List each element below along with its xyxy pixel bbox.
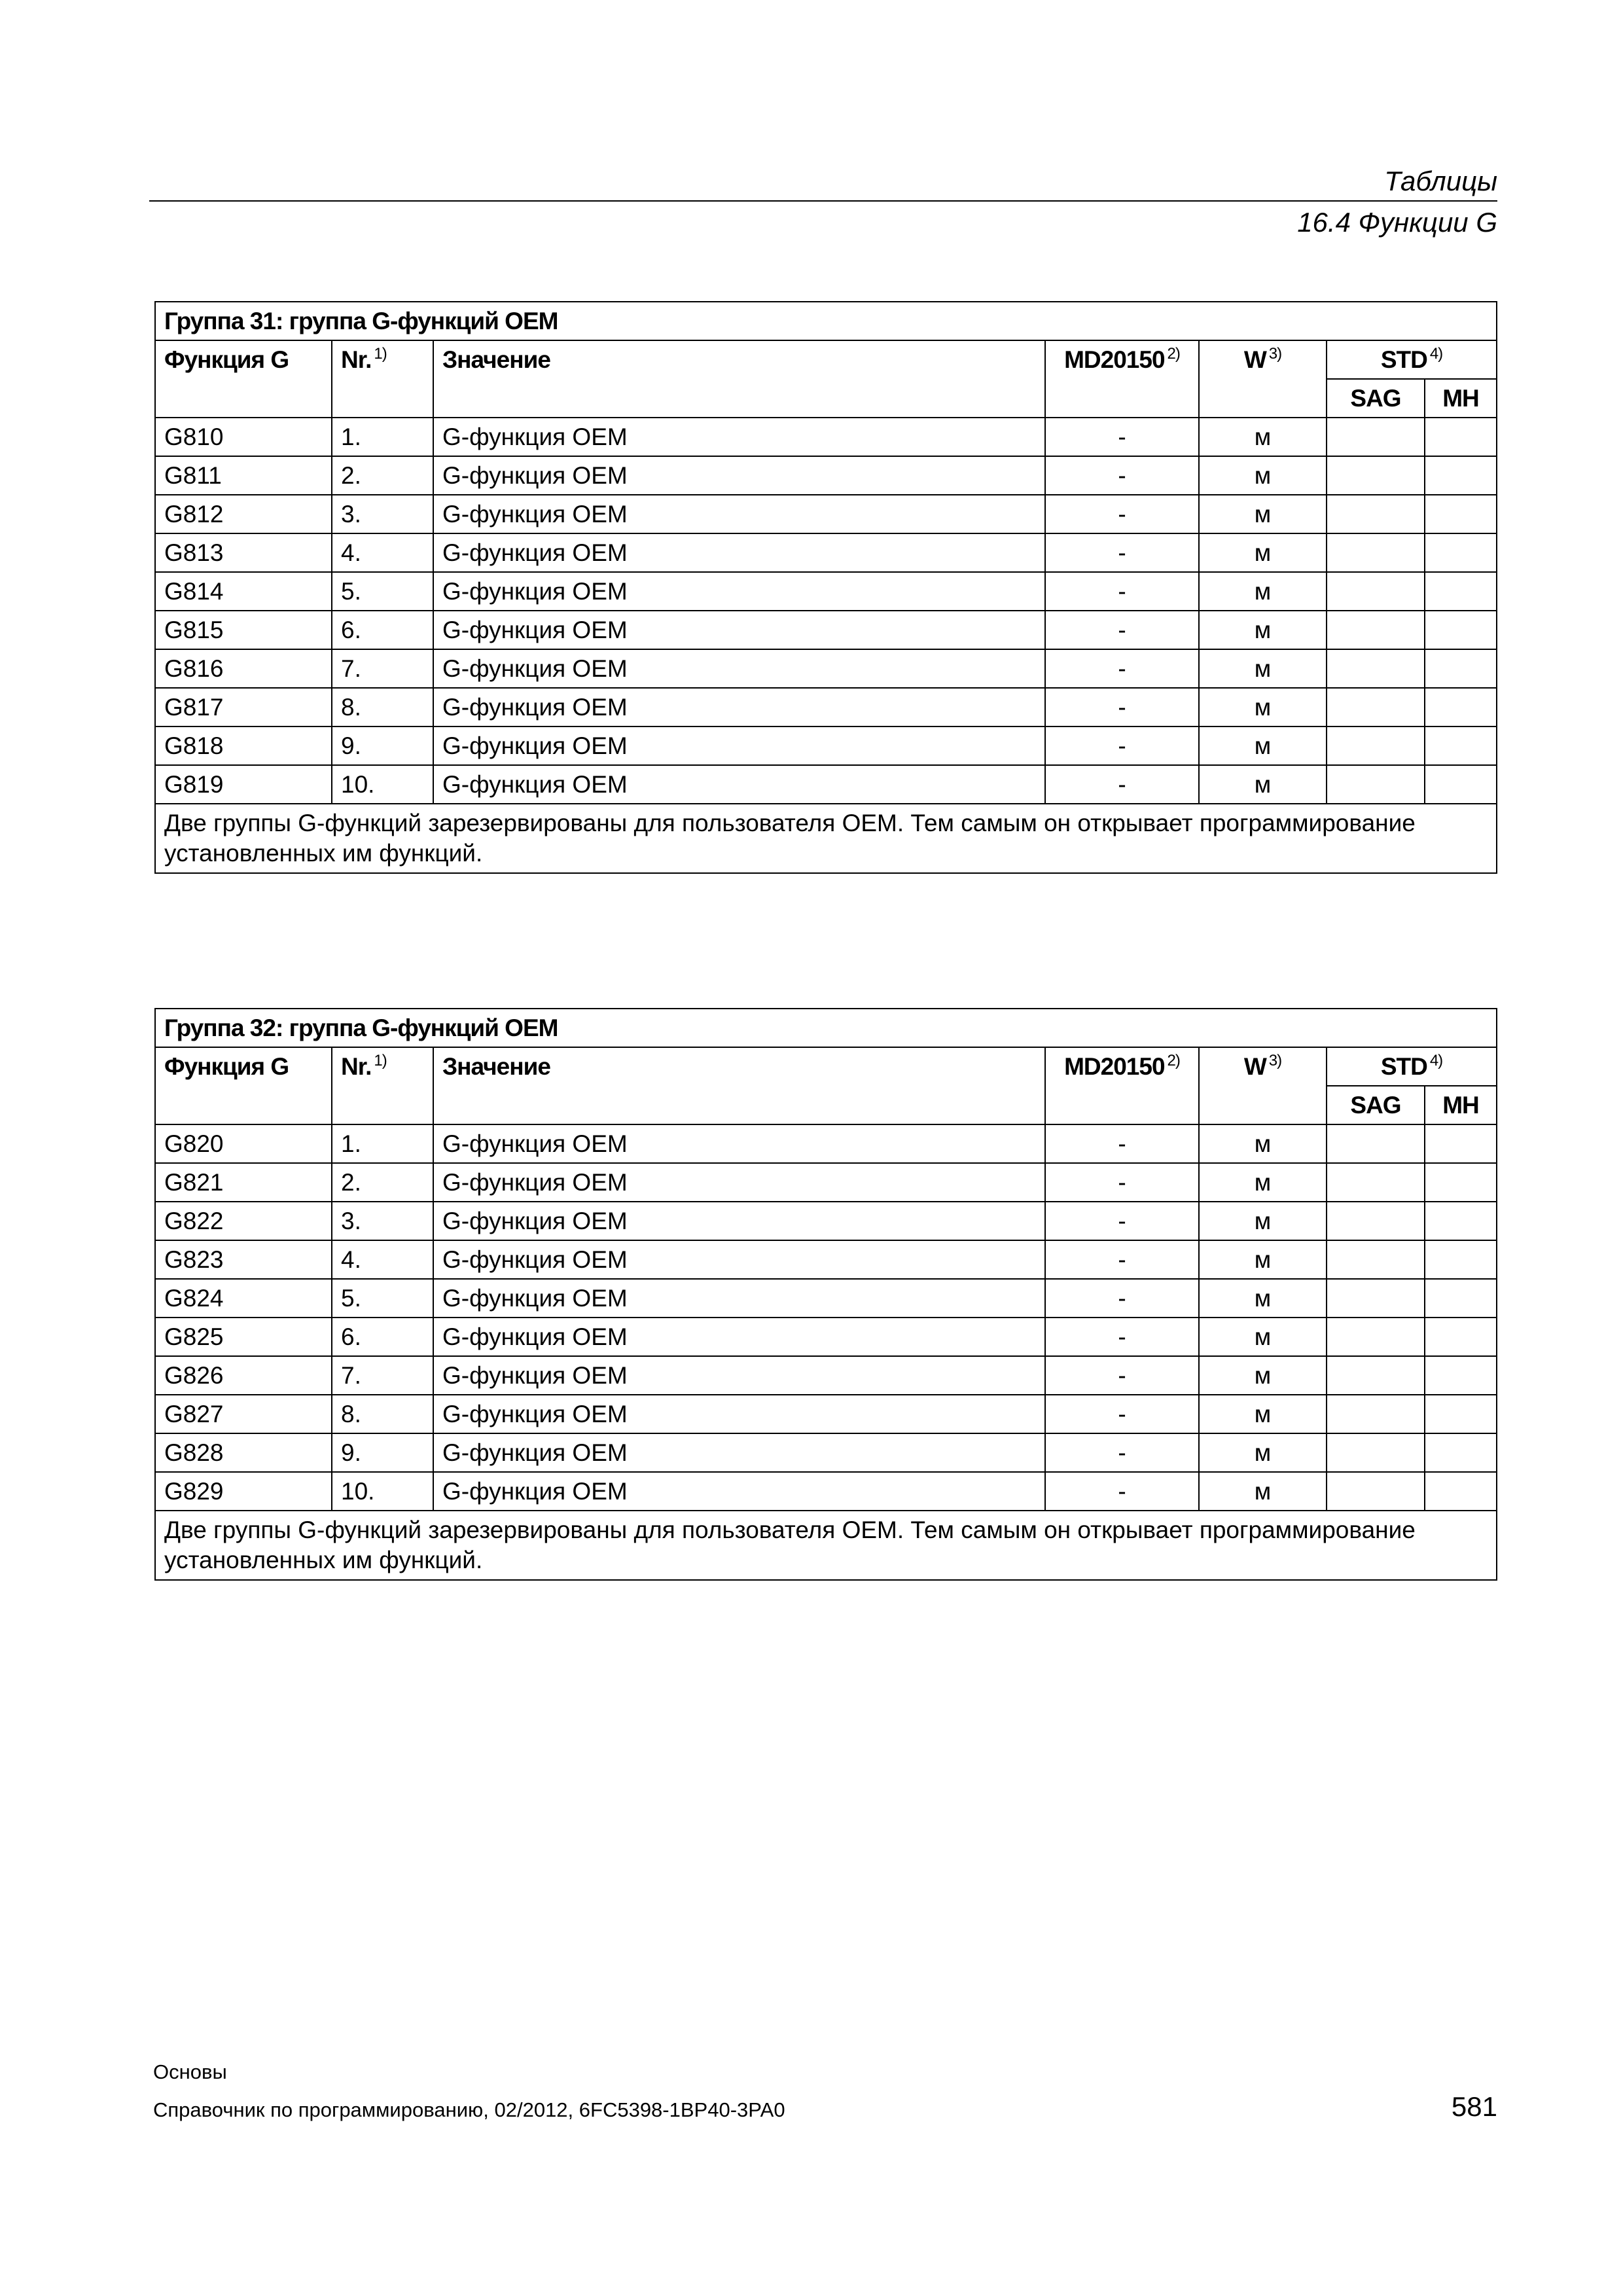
col-header-w — [1199, 1047, 1327, 1124]
cell-mh — [1425, 688, 1497, 726]
cell-function: G826 — [155, 1356, 332, 1395]
cell-w: м — [1199, 572, 1327, 611]
cell-meaning: G-функция OEM — [433, 1240, 1045, 1279]
cell-meaning: G-функция OEM — [433, 1318, 1045, 1356]
col-header-w-footnote-ref: 3) — [1268, 345, 1282, 363]
cell-md20150: - — [1045, 1163, 1199, 1202]
cell-sag — [1327, 533, 1425, 572]
cell-nr: 10. — [332, 1472, 433, 1511]
cell-md20150: - — [1045, 1318, 1199, 1356]
cell-sag — [1327, 765, 1425, 804]
cell-mh — [1425, 649, 1497, 688]
cell-md20150: - — [1045, 649, 1199, 688]
cell-nr: 3. — [332, 1202, 433, 1240]
cell-function: G820 — [155, 1124, 332, 1163]
cell-w: м — [1199, 1202, 1327, 1240]
cell-function: G824 — [155, 1279, 332, 1318]
table-row — [155, 765, 1497, 804]
col-header-function — [155, 1047, 332, 1124]
cell-md20150: - — [1045, 1202, 1199, 1240]
cell-mh — [1425, 1395, 1497, 1433]
col-header-mh-label: MH — [1442, 1092, 1479, 1119]
cell-function: G825 — [155, 1318, 332, 1356]
col-header-nr-footnote-ref: 1) — [374, 1052, 387, 1069]
cell-nr: 10. — [332, 765, 433, 804]
col-header-meaning-label: Значение — [442, 346, 550, 373]
cell-md20150: - — [1045, 533, 1199, 572]
cell-function: G821 — [155, 1163, 332, 1202]
cell-w: м — [1199, 1433, 1327, 1472]
col-header-md20150-label: MD20150 — [1064, 1053, 1165, 1080]
cell-md20150: - — [1045, 1124, 1199, 1163]
cell-sag — [1327, 649, 1425, 688]
col-header-sag — [1327, 1086, 1425, 1124]
cell-sag — [1327, 688, 1425, 726]
group-description: Две группы G-функций зарезервированы для пользователя OEM. Тем самым он открывает программирование установленных им функций. — [155, 804, 1497, 873]
col-header-meaning — [433, 340, 1045, 418]
cell-sag — [1327, 495, 1425, 533]
cell-nr: 1. — [332, 1124, 433, 1163]
cell-md20150: - — [1045, 765, 1199, 804]
col-header-std-label: STD — [1380, 346, 1427, 373]
cell-sag — [1327, 456, 1425, 495]
cell-meaning: G-функция OEM — [433, 688, 1045, 726]
col-header-meaning — [433, 1047, 1045, 1124]
col-header-md20150-label: MD20150 — [1064, 346, 1165, 373]
cell-meaning: G-функция OEM — [433, 1433, 1045, 1472]
cell-nr: 7. — [332, 1356, 433, 1395]
footer-doc-info: Справочник по программированию, 02/2012, 6FC5398-1BP40-3PA0 — [153, 2098, 785, 2121]
table-row — [155, 533, 1497, 572]
col-header-function — [155, 340, 332, 418]
g-group-table-32 — [154, 1008, 1497, 1581]
col-header-w-footnote-ref: 3) — [1268, 1052, 1282, 1069]
cell-nr: 5. — [332, 572, 433, 611]
cell-function: G823 — [155, 1240, 332, 1279]
cell-md20150: - — [1045, 1395, 1199, 1433]
cell-w: м — [1199, 1163, 1327, 1202]
cell-w: м — [1199, 688, 1327, 726]
cell-mh — [1425, 1318, 1497, 1356]
cell-sag — [1327, 1163, 1425, 1202]
cell-sag — [1327, 418, 1425, 456]
cell-function: G827 — [155, 1395, 332, 1433]
section-title: 16.4 Функции G — [1297, 207, 1497, 238]
cell-mh — [1425, 1124, 1497, 1163]
col-header-std — [1327, 1047, 1497, 1086]
cell-sag — [1327, 1472, 1425, 1511]
col-header-mh-label: MH — [1442, 385, 1479, 412]
cell-md20150: - — [1045, 1240, 1199, 1279]
cell-w: м — [1199, 726, 1327, 765]
col-header-function-label: Функция G — [164, 1053, 289, 1080]
group-description: Две группы G-функций зарезервированы для пользователя OEM. Тем самым он открывает программирование установленных им функций. — [155, 1511, 1497, 1580]
col-header-std — [1327, 340, 1497, 379]
cell-nr: 4. — [332, 1240, 433, 1279]
cell-mh — [1425, 1356, 1497, 1395]
cell-sag — [1327, 1395, 1425, 1433]
table-row — [155, 456, 1497, 495]
cell-md20150: - — [1045, 418, 1199, 456]
cell-w: м — [1199, 1395, 1327, 1433]
cell-md20150: - — [1045, 495, 1199, 533]
table-row — [155, 1240, 1497, 1279]
cell-meaning: G-функция OEM — [433, 456, 1045, 495]
group-title-row — [155, 302, 1497, 340]
cell-mh — [1425, 418, 1497, 456]
table-row — [155, 1356, 1497, 1395]
group-title: Группа 31: группа G-функций OEM — [155, 302, 1497, 340]
cell-md20150: - — [1045, 688, 1199, 726]
cell-sag — [1327, 1318, 1425, 1356]
col-header-nr-label: Nr. — [341, 346, 372, 373]
table-row — [155, 495, 1497, 533]
cell-sag — [1327, 1202, 1425, 1240]
cell-mh — [1425, 1279, 1497, 1318]
cell-sag — [1327, 1240, 1425, 1279]
cell-w: м — [1199, 1240, 1327, 1279]
cell-nr: 8. — [332, 688, 433, 726]
col-header-nr-label: Nr. — [341, 1053, 372, 1080]
cell-nr: 6. — [332, 611, 433, 649]
cell-mh — [1425, 1433, 1497, 1472]
table-row — [155, 418, 1497, 456]
cell-nr: 1. — [332, 418, 433, 456]
cell-md20150: - — [1045, 611, 1199, 649]
cell-meaning: G-функция OEM — [433, 1356, 1045, 1395]
page-number: 581 — [1451, 2091, 1497, 2122]
col-header-sag-label: SAG — [1350, 1092, 1401, 1119]
cell-function: G819 — [155, 765, 332, 804]
cell-sag — [1327, 1279, 1425, 1318]
table-row — [155, 1472, 1497, 1511]
cell-w: м — [1199, 495, 1327, 533]
cell-w: м — [1199, 1356, 1327, 1395]
cell-function: G828 — [155, 1433, 332, 1472]
col-header-w-label: W — [1243, 1053, 1266, 1080]
cell-md20150: - — [1045, 726, 1199, 765]
col-header-mh — [1425, 379, 1497, 418]
group-description-row — [155, 1511, 1497, 1580]
cell-meaning: G-функция OEM — [433, 765, 1045, 804]
group-title: Группа 32: группа G-функций OEM — [155, 1009, 1497, 1047]
cell-md20150: - — [1045, 1279, 1199, 1318]
group-description-row — [155, 804, 1497, 873]
cell-meaning: G-функция OEM — [433, 1163, 1045, 1202]
cell-nr: 4. — [332, 533, 433, 572]
table-row — [155, 1279, 1497, 1318]
col-header-w — [1199, 340, 1327, 418]
table-row — [155, 1202, 1497, 1240]
col-header-md20150 — [1045, 340, 1199, 418]
cell-mh — [1425, 765, 1497, 804]
cell-w: м — [1199, 418, 1327, 456]
cell-meaning: G-функция OEM — [433, 649, 1045, 688]
table-row — [155, 611, 1497, 649]
table-row — [155, 1318, 1497, 1356]
cell-mh — [1425, 1202, 1497, 1240]
cell-w: м — [1199, 611, 1327, 649]
cell-nr: 9. — [332, 726, 433, 765]
cell-w: м — [1199, 1279, 1327, 1318]
col-header-md20150 — [1045, 1047, 1199, 1124]
cell-mh — [1425, 1163, 1497, 1202]
cell-sag — [1327, 726, 1425, 765]
cell-meaning: G-функция OEM — [433, 533, 1045, 572]
cell-w: м — [1199, 533, 1327, 572]
cell-meaning: G-функция OEM — [433, 726, 1045, 765]
cell-sag — [1327, 1433, 1425, 1472]
cell-mh — [1425, 495, 1497, 533]
cell-w: м — [1199, 1124, 1327, 1163]
cell-md20150: - — [1045, 456, 1199, 495]
cell-meaning: G-функция OEM — [433, 572, 1045, 611]
cell-md20150: - — [1045, 572, 1199, 611]
cell-function: G813 — [155, 533, 332, 572]
column-header-row — [155, 1047, 1497, 1086]
cell-md20150: - — [1045, 1433, 1199, 1472]
table-row — [155, 1163, 1497, 1202]
cell-w: м — [1199, 1318, 1327, 1356]
col-header-nr — [332, 340, 433, 418]
chapter-title: Таблицы — [1384, 166, 1497, 196]
cell-function: G812 — [155, 495, 332, 533]
cell-w: м — [1199, 1472, 1327, 1511]
col-header-mh — [1425, 1086, 1497, 1124]
cell-mh — [1425, 456, 1497, 495]
col-header-sag — [1327, 379, 1425, 418]
cell-function: G818 — [155, 726, 332, 765]
cell-function: G829 — [155, 1472, 332, 1511]
cell-sag — [1327, 1124, 1425, 1163]
cell-nr: 8. — [332, 1395, 433, 1433]
table-row — [155, 1124, 1497, 1163]
col-header-std-footnote-ref: 4) — [1429, 345, 1443, 363]
cell-nr: 6. — [332, 1318, 433, 1356]
cell-function: G814 — [155, 572, 332, 611]
table-row — [155, 1433, 1497, 1472]
cell-sag — [1327, 611, 1425, 649]
table-row — [155, 688, 1497, 726]
cell-meaning: G-функция OEM — [433, 611, 1045, 649]
col-header-nr-footnote-ref: 1) — [374, 345, 387, 363]
table-row — [155, 649, 1497, 688]
table-row — [155, 726, 1497, 765]
footer-book-title: Основы — [153, 2060, 227, 2083]
column-header-row — [155, 340, 1497, 379]
col-header-nr — [332, 1047, 433, 1124]
cell-mh — [1425, 572, 1497, 611]
col-header-function-label: Функция G — [164, 346, 289, 373]
page-header — [149, 164, 1497, 243]
cell-md20150: - — [1045, 1472, 1199, 1511]
col-header-sag-label: SAG — [1350, 385, 1401, 412]
cell-mh — [1425, 1472, 1497, 1511]
cell-function: G811 — [155, 456, 332, 495]
table-row — [155, 572, 1497, 611]
cell-w: м — [1199, 765, 1327, 804]
cell-nr: 5. — [332, 1279, 433, 1318]
cell-meaning: G-функция OEM — [433, 1472, 1045, 1511]
cell-mh — [1425, 533, 1497, 572]
cell-mh — [1425, 1240, 1497, 1279]
col-header-meaning-label: Значение — [442, 1053, 550, 1080]
cell-function: G810 — [155, 418, 332, 456]
cell-mh — [1425, 726, 1497, 765]
cell-meaning: G-функция OEM — [433, 495, 1045, 533]
table-row — [155, 1395, 1497, 1433]
col-header-std-label: STD — [1380, 1053, 1427, 1080]
cell-nr: 2. — [332, 456, 433, 495]
cell-meaning: G-функция OEM — [433, 418, 1045, 456]
cell-meaning: G-функция OEM — [433, 1124, 1045, 1163]
cell-meaning: G-функция OEM — [433, 1279, 1045, 1318]
col-header-md20150-footnote-ref: 2) — [1167, 1052, 1180, 1069]
cell-function: G822 — [155, 1202, 332, 1240]
group-title-row — [155, 1009, 1497, 1047]
cell-function: G815 — [155, 611, 332, 649]
cell-nr: 7. — [332, 649, 433, 688]
cell-meaning: G-функция OEM — [433, 1395, 1045, 1433]
cell-md20150: - — [1045, 1356, 1199, 1395]
cell-function: G816 — [155, 649, 332, 688]
cell-nr: 9. — [332, 1433, 433, 1472]
cell-sag — [1327, 572, 1425, 611]
cell-meaning: G-функция OEM — [433, 1202, 1045, 1240]
cell-sag — [1327, 1356, 1425, 1395]
cell-w: м — [1199, 456, 1327, 495]
g-group-table-31 — [154, 301, 1497, 874]
col-header-md20150-footnote-ref: 2) — [1167, 345, 1180, 363]
cell-function: G817 — [155, 688, 332, 726]
col-header-std-footnote-ref: 4) — [1429, 1052, 1443, 1069]
cell-mh — [1425, 611, 1497, 649]
cell-w: м — [1199, 649, 1327, 688]
col-header-w-label: W — [1243, 346, 1266, 373]
cell-nr: 2. — [332, 1163, 433, 1202]
cell-nr: 3. — [332, 495, 433, 533]
